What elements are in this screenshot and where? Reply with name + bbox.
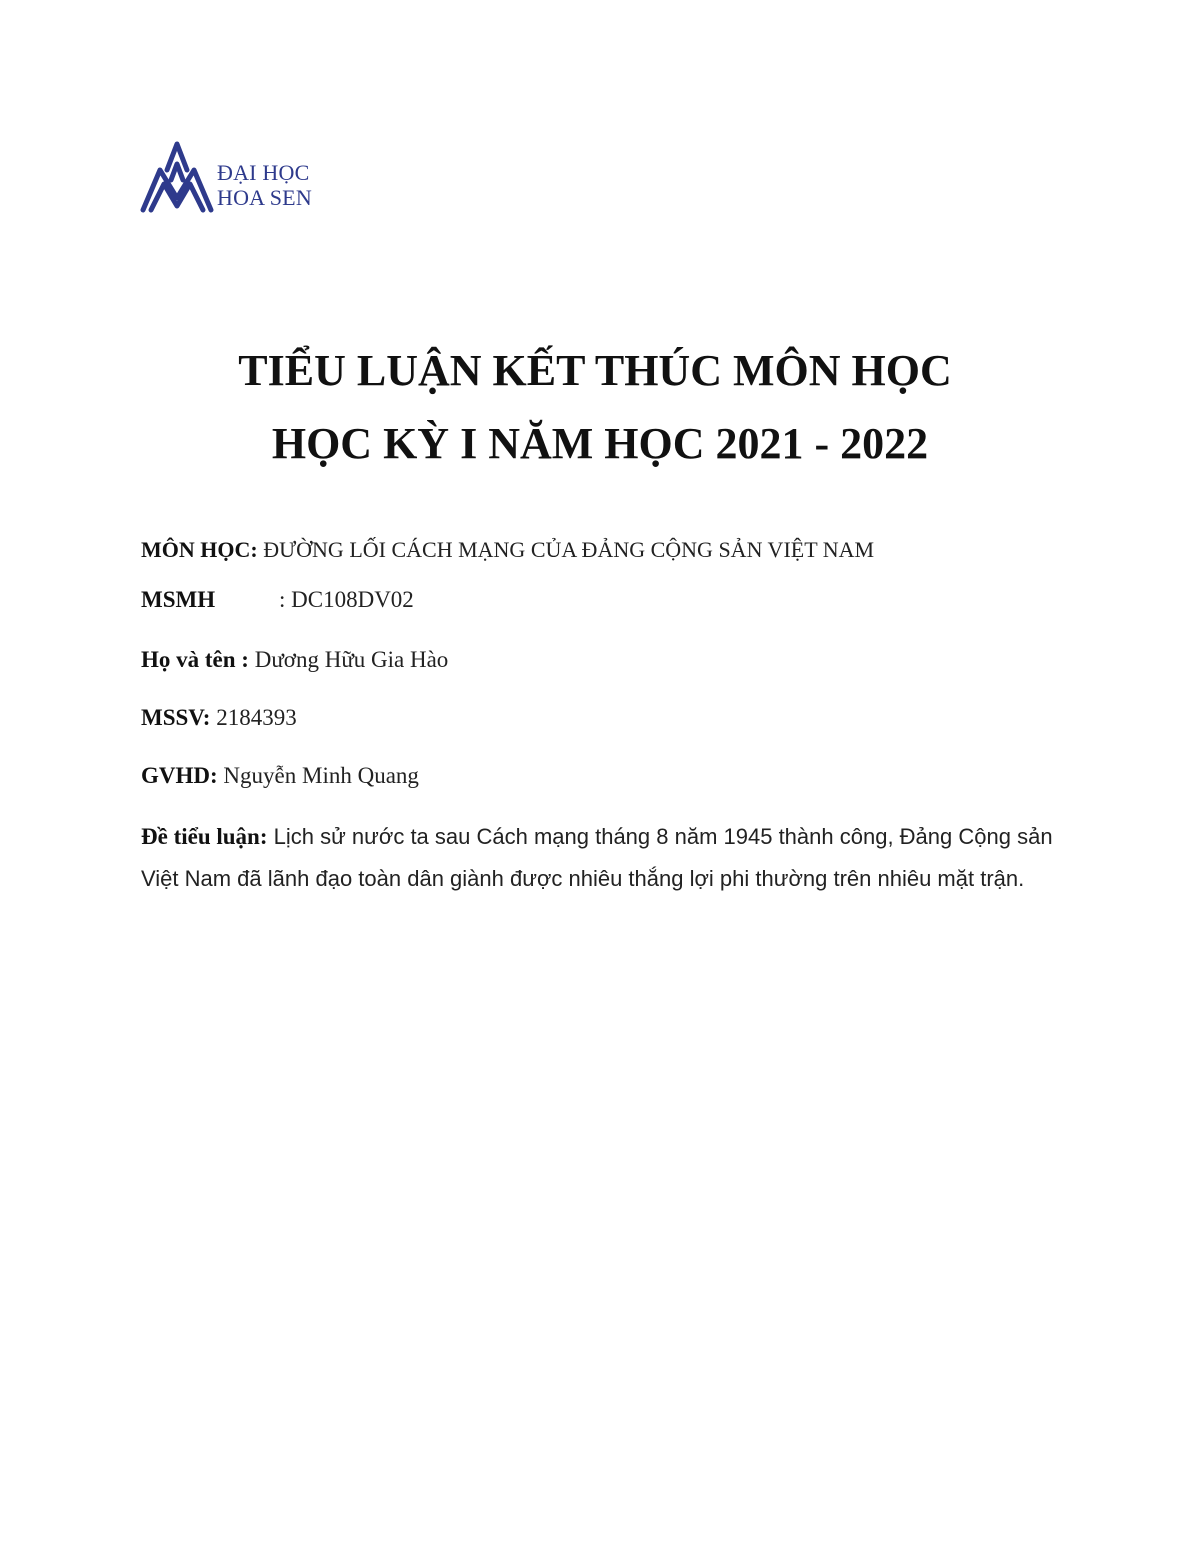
lotus-mountain-logo-icon bbox=[140, 140, 214, 214]
essay-topic bbox=[141, 816, 1071, 900]
document-title-line-2: HỌC KỲ I NĂM HỌC 2021 - 2022 bbox=[271, 419, 929, 468]
logo-line-1: ĐẠI HỌC bbox=[217, 160, 310, 185]
instructor-row bbox=[141, 762, 419, 790]
subject-row bbox=[141, 536, 874, 564]
subject-label: MÔN HỌC: bbox=[141, 537, 258, 562]
document-title-line-1: TIỂU LUẬN KẾT THÚC MÔN HỌC bbox=[238, 346, 952, 395]
logo-line-2: HOA SEN bbox=[217, 185, 312, 210]
course-code-row bbox=[141, 586, 414, 614]
course-code-label: MSMH bbox=[141, 587, 216, 612]
instructor-value: Nguyễn Minh Quang bbox=[223, 763, 419, 788]
student-id-row bbox=[141, 704, 297, 732]
university-logo bbox=[140, 140, 340, 214]
course-code-value: : DC108DV02 bbox=[279, 587, 414, 612]
student-id-value: 2184393 bbox=[216, 705, 297, 730]
subject-value: ĐƯỜNG LỐI CÁCH MẠNG CỦA ĐẢNG CỘNG SẢN VIỆT NAM bbox=[263, 537, 875, 562]
student-name-row bbox=[141, 646, 448, 674]
student-name-value: Dương Hữu Gia Hào bbox=[254, 647, 449, 672]
essay-topic-label: Đề tiểu luận: bbox=[141, 824, 268, 849]
student-id-label: MSSV: bbox=[141, 705, 211, 730]
instructor-label: GVHD: bbox=[141, 763, 218, 788]
essay-topic-text: Lịch sử nước ta sau Cách mạng tháng 8 năm 1945 thành công, Đảng Cộng sản Việt Nam đã lãnh đạo toàn dân giành được nhiêu thắng lợi phi thường trên nhiêu mặt trận. bbox=[141, 824, 1053, 891]
logo-text bbox=[217, 160, 312, 210]
student-name-label: Họ và tên : bbox=[141, 647, 249, 672]
